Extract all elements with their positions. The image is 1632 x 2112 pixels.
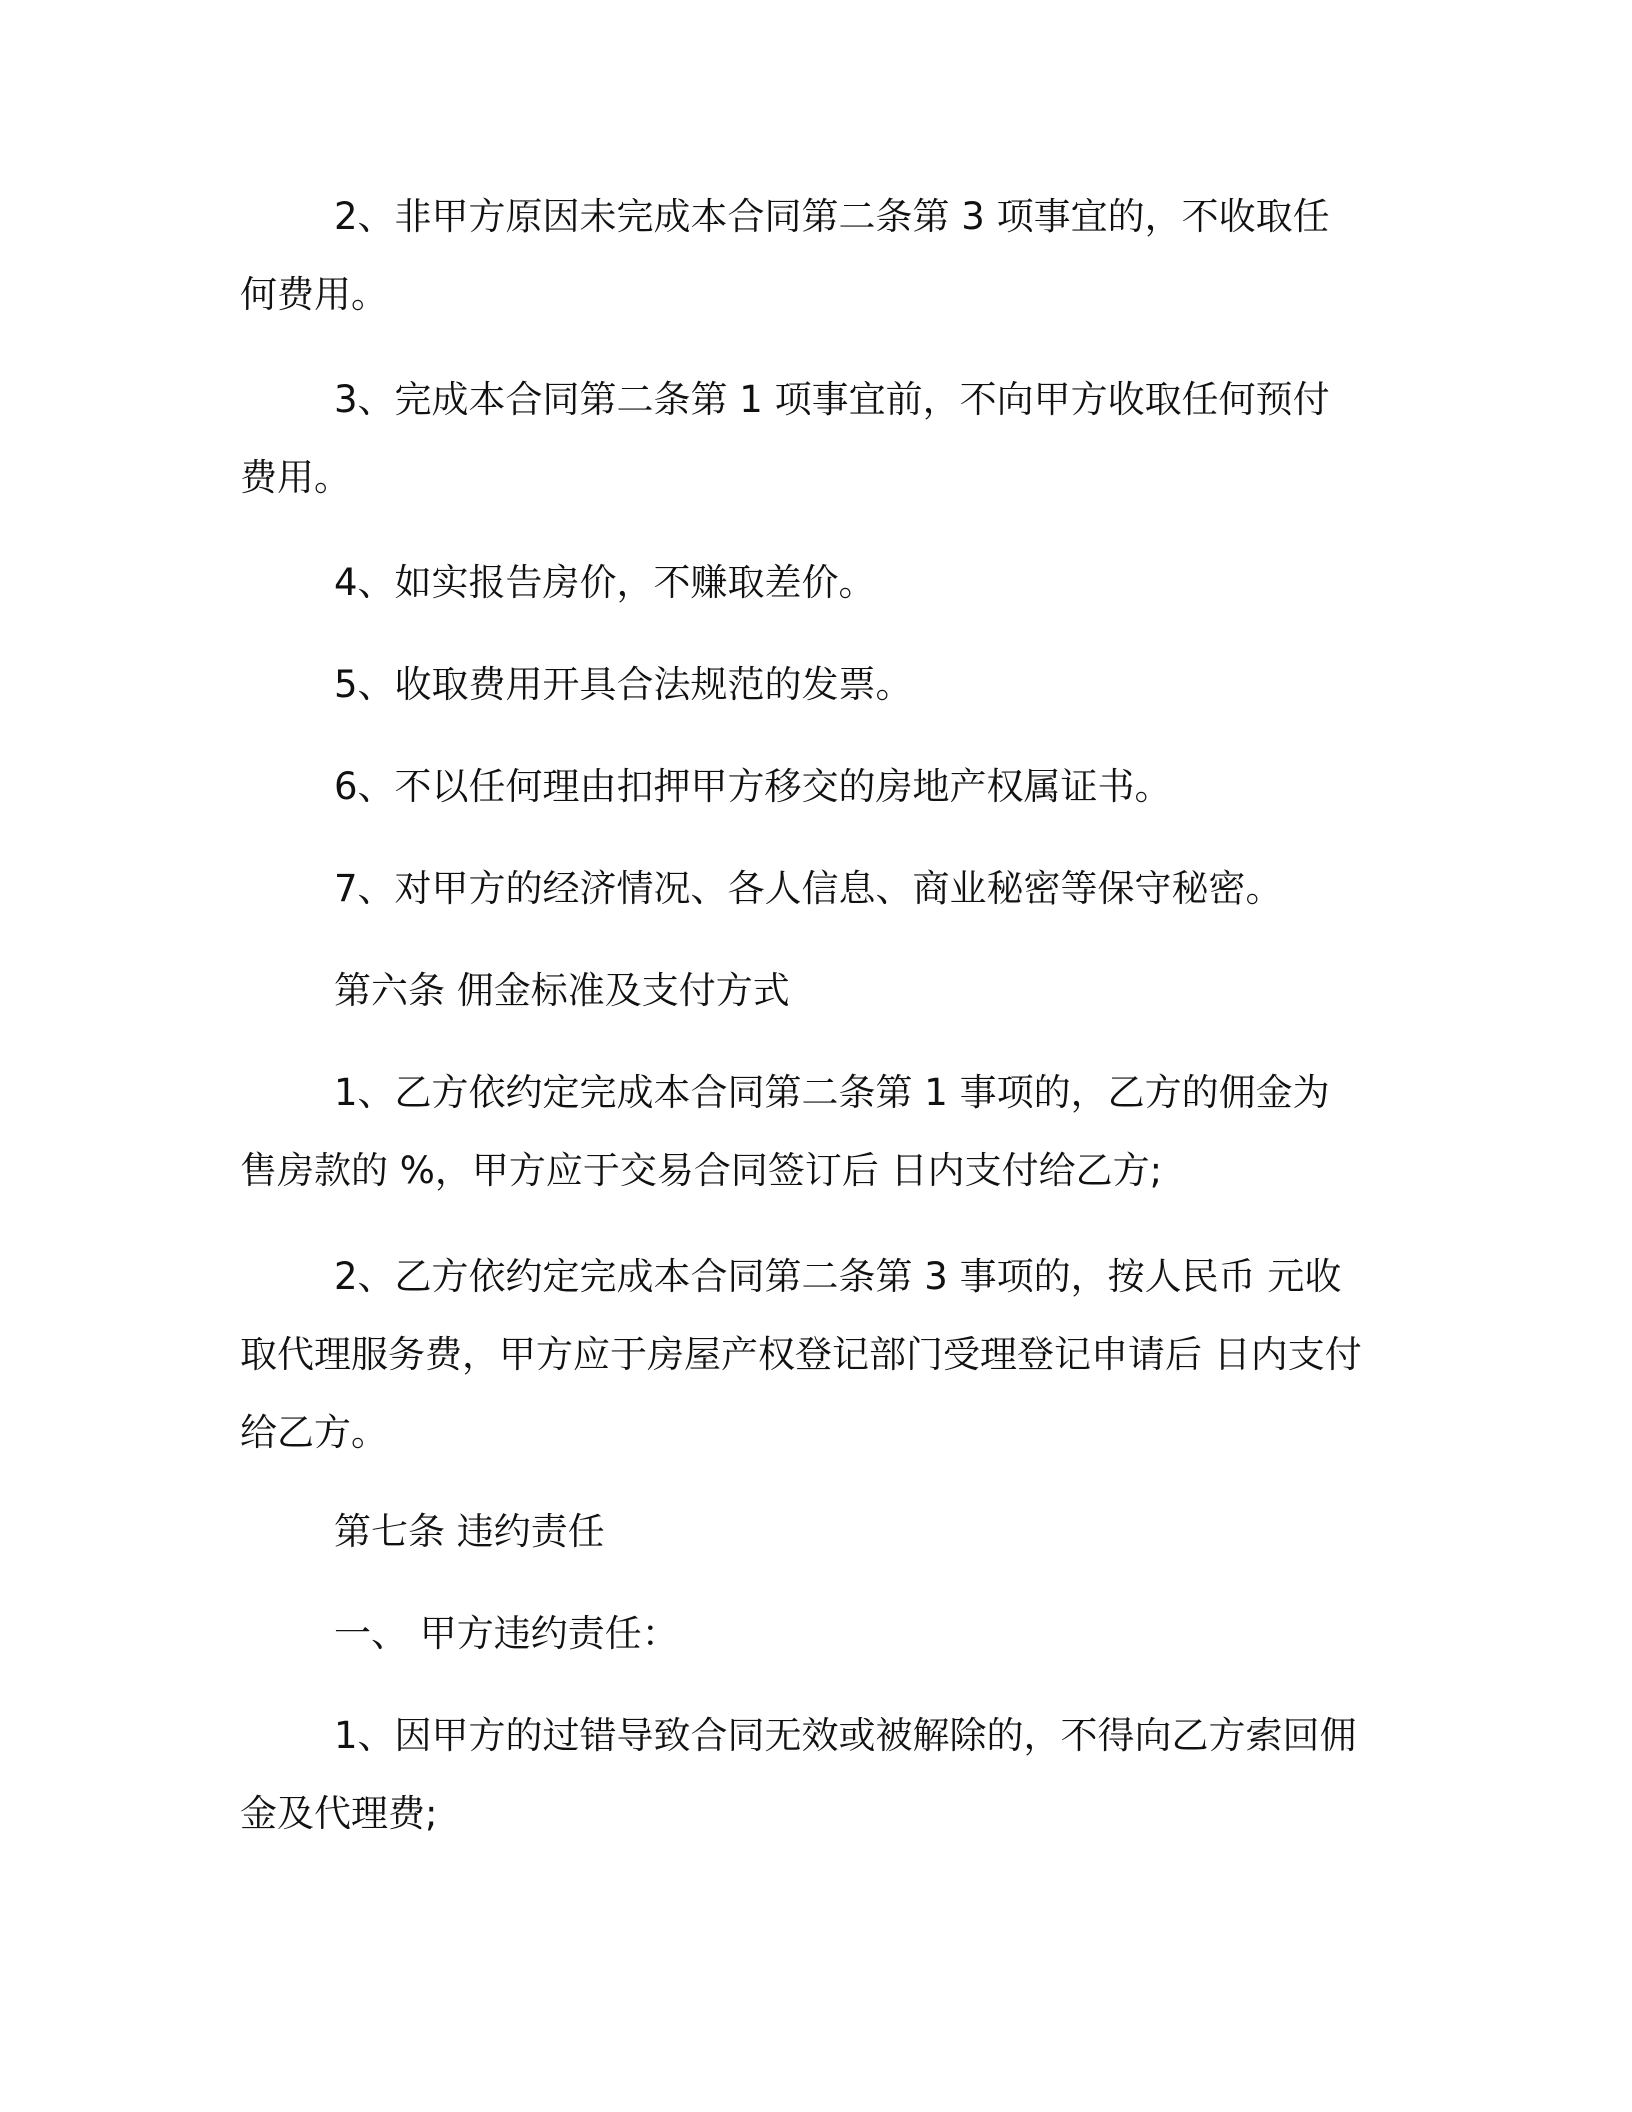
- commission-item-1: 1、乙方依约定完成本合同第二条第 1 事项的，乙方的佣金为售房款的 %，甲方应于交易合同签订后 日内支付给乙方;: [240, 1071, 1330, 1192]
- clause-item-5: 5、收取费用开具合法规范的发票。: [334, 663, 913, 706]
- section-heading-article-7: 第七条 违约责任: [334, 1510, 605, 1553]
- clause-item-4: 4、如实报告房价，不赚取差价。: [334, 561, 876, 604]
- clause-item-7: 7、对甲方的经济情况、各人信息、商业秘密等保守秘密。: [334, 867, 1283, 910]
- clause-item-3: 3、完成本合同第二条第 1 项事宜前，不向甲方收取任何预付费用。: [240, 378, 1330, 499]
- liability-item-1: 1、因甲方的过错导致合同无效或被解除的，不得向乙方索回佣金及代理费;: [240, 1714, 1357, 1835]
- section-heading-article-6: 第六条 佣金标准及支付方式: [334, 969, 790, 1012]
- clause-item-6: 6、不以任何理由扣押甲方移交的房地产权属证书。: [334, 765, 1172, 808]
- clause-item-2: 2、非甲方原因未完成本合同第二条第 3 项事宜的，不收取任何费用。: [240, 195, 1330, 316]
- commission-item-2: 2、乙方依约定完成本合同第二条第 3 事项的，按人民币 元收取代理服务费，甲方应于房屋产权登记部门受理登记申请后 日内支付给乙方。: [240, 1255, 1362, 1454]
- subsection-heading-party-a: 一、 甲方违约责任：: [334, 1612, 679, 1655]
